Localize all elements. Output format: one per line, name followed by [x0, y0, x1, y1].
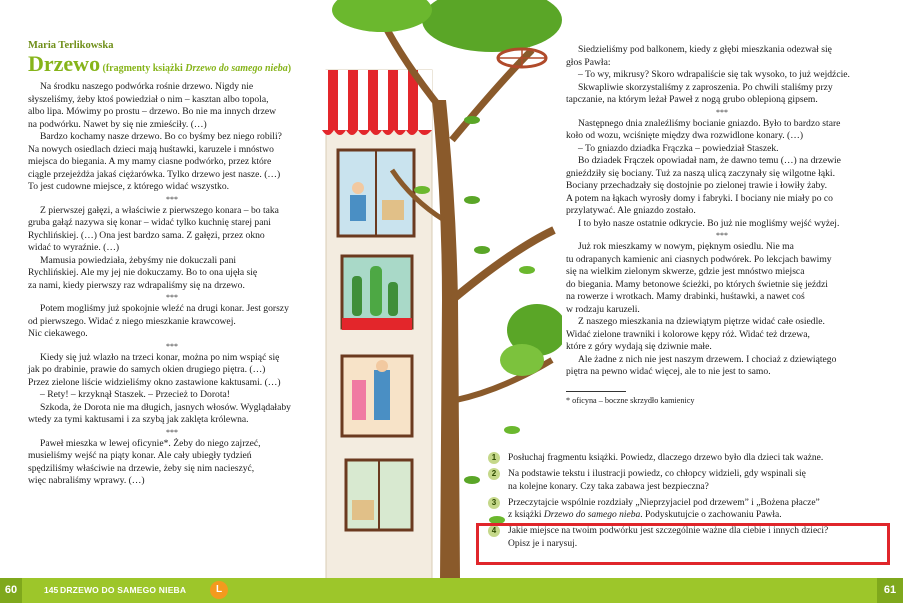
exercise-text: Posłuchaj fragmentu książki. Powiedz, dlaczego drzewo było dla dzieci tak ważne. — [508, 453, 824, 463]
exercise-text: Przeczytajcie wspólnie rozdziały „Nieprzyjaciel pod drzewem” i „Bożena płacze” z książki Drzewo do samego nieba. Podyskutujcie o zachowaniu Pawła. — [508, 497, 820, 521]
paragraph: Kiedy się już wlazło na trzeci konar, można po nim wspiąć się jak po drabinie, prawie do samych okien drugiego piętra. (…) Przez zielone liście widzieliśmy okno zastawione kaktusami. (…) — [28, 351, 281, 388]
section-divider: *** — [166, 293, 178, 302]
wheel-nest-shape — [498, 49, 546, 67]
highlight-box — [476, 523, 890, 565]
exercise-number: 3 — [488, 497, 500, 509]
exercise-item — [488, 497, 883, 522]
paragraph: Już rok mieszkamy w nowym, pięknym osiedlu. Nie ma tu odrapanych kamienic ani ciasnych podwórek. Po lekcjach bawimy się na wielkim zielonym skwerze, gdzie jest mnóstwo miejsca do biegania. Mamy betonowe ścieżki, po których świetnie się jeździ na rowerze i wrotkach. Mamy drabinki, huśtawki, a nawet coś w rodzaju karuzeli. — [566, 241, 832, 315]
exercise-number: 4 — [488, 525, 500, 537]
right-text-column — [566, 44, 878, 407]
paragraph: – To gniazdo dziadka Frączka – powiedział Staszek. — [578, 142, 779, 154]
page-number-right: 61 — [877, 578, 903, 603]
paragraph: Z pierwszej gałęzi, a właściwie z pierwszego konara – bo taka gruba gałąź nazywa się konar – widać tylko kuchnię starej pani Rychlińskiej. (…) Ona jest bardzo sama. Z gałęzi, przez okno widać to wyraźnie. (…) — [28, 204, 279, 253]
exercise-number: 1 — [488, 452, 500, 464]
title-subtitle: (fragmenty książki Drzewo do samego nieba) — [102, 62, 292, 74]
paragraph: – To wy, mikrusy? Skoro wdrapaliście się tak wysoko, to już wejdźcie. — [578, 69, 850, 80]
paragraph: Bardzo kochamy nasze drzewo. Bo co byśmy bez niego robili? Na nowych osiedlach dzieci mają huśtawki, karuzele i mnóstwo miejsca do biegania. A my mamy ciasne podwórko, przez które ciągle przejeżdża jakaś ciężarówka. Tylko drzewo jest nasze. (…) To jest cudowne miejsce, z którego widać wszystko. — [28, 131, 282, 192]
paragraph: Paweł mieszka w lewej oficynie*. Żeby do niego zajrzeć, musieliśmy wejść na piąty konar. Ale cały ubiegły tydzień spędziliśmy właściwie na drzewie, żeby się nim nacieszyć, więc nabraliśmy wprawy. (…) — [28, 437, 261, 486]
paragraph: Bo dziadek Frączek opowiadał nam, że dawno temu (…) na drzewie gnieździły się bociany. Tuż za naszą ulicą zaczynały się wilgotne łąki. Bociany przechadzały się dostojnie po zielonej trawie i łowiły żaby. A potem na łąkach wyrosły domy i fabryki. I bociany nie miały po co przylatywać. Ale gniazdo zostało. — [566, 155, 841, 216]
reading-badge-icon: L — [210, 581, 228, 599]
footnote: * oficyna – boczne skrzydło kamienicy — [566, 395, 695, 405]
author-name: Maria Terlikowska — [28, 40, 114, 51]
window-shape — [346, 460, 412, 530]
window-shape — [342, 256, 412, 330]
title-main: Drzewo — [28, 50, 101, 76]
window-shape — [342, 356, 412, 436]
paragraph: Mamusia powiedziała, żebyśmy nie dokuczali pani Rychlińskiej. Ale my jej nie dokuczamy. Bo to ona ujęła się za nami, kiedy pierwszy raz wdrapaliśmy się na drzewo. — [28, 254, 258, 291]
paragraph: Ale żadne z nich nie jest naszym drzewem. I chociaż z dziewiątego piętra na pewno widać więcej, ale to nie jest to samo. — [566, 353, 837, 377]
section-divider: *** — [716, 107, 728, 117]
section-divider: *** — [166, 194, 178, 204]
exercise-number: 2 — [488, 468, 500, 480]
exercise-text: Jakie miejsce na twoim podwórku jest szczególnie ważne dla ciebie i innych dzieci? Opisz je i narysuj. — [508, 526, 829, 549]
paragraph: Następnego dnia znaleźliśmy bocianie gniazdo. Było to bardzo stare koło od wozu, wciśnięte między dwa rozwidlone konary. (…) — [566, 117, 841, 141]
paragraph: Potem mogliśmy już spokojnie wleźć na drugi konar. Jest gorszy od pierwszego. Widać z niego mieszkanie krawcowej. Nic ciekawego. — [28, 303, 289, 339]
section-divider: *** — [166, 341, 178, 351]
exercise-book-name: Drzewo do samego nieba — [543, 510, 641, 521]
window-shape — [338, 150, 414, 236]
paragraph: Na środku naszego podwórka rośnie drzewo. Nigdy nie słyszeliśmy, żeby ktoś powiedział o nim – kasztan albo topola, albo lipa. Mówimy po prostu – drzewo. Bo nie ma innych drzew na podwórku. Nawet by się nie zmieściły. (…) — [28, 81, 277, 130]
left-text-column — [28, 40, 316, 488]
paragraph: I to było nasze ostatnie odkrycie. Bo już nie mogliśmy wejść wyżej. — [578, 217, 840, 229]
footnote-divider — [566, 391, 626, 392]
paragraph: Siedzieliśmy pod balkonem, kiedy z głębi mieszkania odezwał się głos Pawła: — [566, 44, 832, 68]
page-number-left: 60 — [0, 578, 22, 603]
section-divider: *** — [166, 427, 178, 437]
exercise-text: Na podstawie tekstu i ilustracji powiedz, co chłopcy widzieli, gdy wspinali się na kolejne konary. Czy taka zabawa jest bezpieczna? — [508, 469, 806, 492]
paragraph: Skwapliwie skorzystaliśmy z zaproszenia. Po chwili staliśmy przy tapczanie, na którym leżał Paweł z nogą grubo oblepioną gipsem. — [566, 81, 833, 105]
footer-reference: 145 — [44, 585, 59, 595]
paragraph: Z naszego mieszkania na dziewiątym piętrze widać całe osiedle. Widać zielone trawniki i kolorowe kępy róż. Widać też drzewa, które z góry wydają się dziwnie małe. — [566, 316, 825, 352]
footer-title: DRZEWO DO SAMEGO NIEBA — [60, 585, 187, 595]
page-footer — [0, 578, 903, 603]
story-title — [28, 50, 316, 76]
exercise-item — [488, 468, 883, 493]
exercise-item — [488, 452, 883, 464]
section-divider: *** — [716, 231, 728, 240]
paragraph: Szkoda, że Dorota nie ma długich, jasnych włosów. Wyglądałaby wtedy za tymi kaktusami i za szybą jak zaklęta królewna. — [28, 401, 291, 425]
title-book-name: Drzewo do samego nieba — [185, 62, 288, 74]
paragraph: – Rety! – krzyknął Staszek. – Przecież to Dorota! — [40, 389, 230, 400]
